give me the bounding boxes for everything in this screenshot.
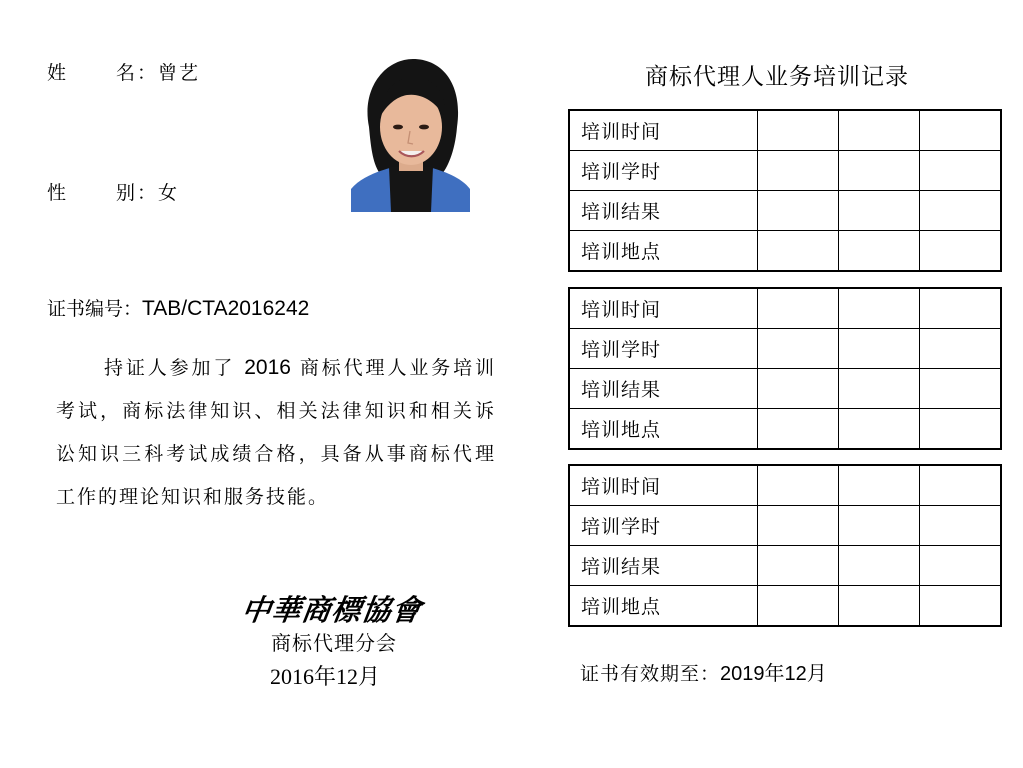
- statement-year: 2016: [244, 356, 291, 379]
- gender-value: 女: [158, 182, 180, 204]
- row-label: 培训结果: [569, 546, 758, 586]
- row-label: 培训结果: [569, 369, 758, 409]
- table-row: [569, 191, 1001, 231]
- certificate-number-value: TAB/CTA2016242: [142, 297, 310, 320]
- gender-label-char1: 性: [47, 182, 69, 204]
- row-label: 培训结果: [569, 191, 758, 231]
- validity-label: 证书有效期至：: [580, 663, 721, 685]
- table-row: [569, 110, 1001, 151]
- row-label: 培训时间: [569, 110, 758, 151]
- row-label: 培训时间: [569, 288, 758, 329]
- name-label-char2: 名：: [116, 62, 159, 84]
- records-title: 商标代理人业务培训记录: [645, 64, 909, 90]
- name-value: 曾艺: [158, 62, 201, 84]
- training-record-block-3: [568, 464, 1002, 627]
- training-record-block-1: [568, 109, 1002, 272]
- issuer-branch: 商标代理分会: [271, 631, 397, 655]
- table-row: [569, 369, 1001, 409]
- portrait-image: [351, 57, 470, 212]
- table-row: [569, 329, 1001, 369]
- row-label: 培训学时: [569, 329, 758, 369]
- association-signature: 中華商標協會: [239, 593, 425, 627]
- issue-date: 2016年12月: [270, 664, 381, 689]
- statement-post: 商标代理人业务培训考试，商标法律知识、相关法律知识和相关诉讼知识三科考试成绩合格，具备从事商标代理工作的理论知识和服务技能。: [56, 357, 496, 508]
- table-row: [569, 409, 1001, 450]
- training-record-block-2: [568, 287, 1002, 450]
- holder-photo: [351, 57, 470, 212]
- table-row: [569, 506, 1001, 546]
- certificate-number: [47, 294, 309, 321]
- name-field: [47, 58, 200, 85]
- table-row: [569, 465, 1001, 506]
- gender-label-char2: 别：: [116, 182, 159, 204]
- row-label: 培训学时: [569, 506, 758, 546]
- table-row: [569, 586, 1001, 627]
- table-row: [569, 151, 1001, 191]
- row-label: 培训地点: [569, 409, 758, 450]
- name-label-char1: 姓: [47, 62, 69, 84]
- table-row: [569, 288, 1001, 329]
- row-label: 培训时间: [569, 465, 758, 506]
- training-record-table: [568, 464, 1002, 627]
- row-label: 培训学时: [569, 151, 758, 191]
- row-label: 培训地点: [569, 586, 758, 627]
- certificate-number-label: 证书编号：: [47, 298, 143, 320]
- training-record-table: [568, 109, 1002, 272]
- statement-pre: 持证人参加了: [104, 357, 245, 379]
- training-record-table: [568, 287, 1002, 450]
- gender-field: [47, 178, 179, 205]
- table-row: [569, 546, 1001, 586]
- certificate-statement: [56, 346, 496, 519]
- row-label: 培训地点: [569, 231, 758, 272]
- table-row: [569, 231, 1001, 272]
- certificate-validity: [580, 657, 827, 686]
- validity-value: 2019年12月: [720, 663, 827, 685]
